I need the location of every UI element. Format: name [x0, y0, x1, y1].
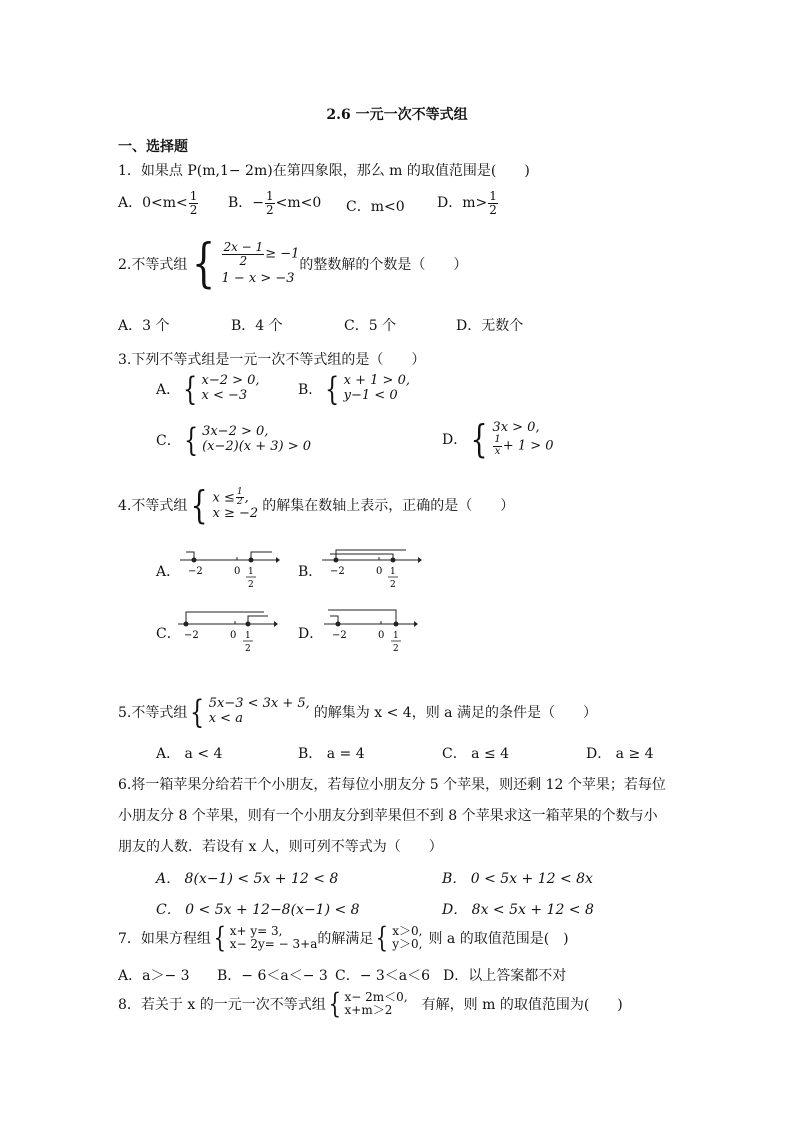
q1-stem: 1．如果点 P(m,1− 2m)在第四象限，那么 m 的取值范围是( )	[118, 163, 530, 179]
q2-option-b: B．4 个	[231, 318, 283, 334]
q2-post: 的整数解的个数是（ ）	[299, 257, 468, 273]
q5-stem	[118, 693, 597, 731]
q4-option-c-label: C．	[156, 626, 181, 642]
q4-system	[213, 488, 259, 523]
q2-option-c: C．5 个	[344, 318, 397, 334]
q4-stem	[118, 483, 515, 527]
q8-stem	[118, 987, 623, 1020]
q1-option-c: C．m<0	[346, 199, 405, 215]
q4-post: 的解集在数轴上表示，正确的是（ ）	[262, 498, 515, 514]
q4-option-b-label: B．	[298, 564, 323, 580]
q7-option-c: C．− 3＜a＜6	[335, 968, 431, 984]
q1-d-frac	[488, 190, 498, 216]
q7-stem	[118, 921, 569, 954]
q6-option-b: B． 0 < 5x + 12 < 8x	[442, 871, 593, 887]
brace-icon: {	[183, 421, 199, 459]
q3-a-system	[201, 374, 259, 404]
q7-mid: 的解满足	[317, 931, 374, 947]
q5-wrap	[118, 693, 597, 731]
brace-icon: {	[328, 987, 341, 1020]
sys-row	[213, 488, 259, 508]
frac-den: 2	[489, 202, 497, 217]
q3-c-label: C．	[156, 433, 181, 449]
q7-pre: 7．如果方程组	[118, 931, 211, 947]
q3-option-d	[442, 417, 554, 461]
q2-stem	[118, 234, 468, 294]
tick-half-num: 1	[390, 567, 396, 577]
tick-neg2: −2	[330, 566, 345, 577]
sys-row: x− 2m＜0,	[344, 990, 408, 1005]
q1-d-text: D．m>	[437, 195, 488, 212]
q5-option-c: C． a ≤ 4	[442, 746, 510, 762]
section-heading: 一、选择题	[118, 139, 188, 155]
q3-d-system	[492, 421, 553, 458]
q2-option-d: D．无数个	[456, 318, 524, 334]
q3-d-label: D．	[442, 432, 468, 448]
frac-den: 2	[266, 202, 274, 217]
q4-pre: 4.不等式组	[118, 498, 188, 514]
q5-post: 的解集为 x < 4，则 a 满足的条件是（ ）	[313, 705, 597, 721]
q4-wrap	[118, 483, 515, 527]
frac-num: 1	[266, 189, 274, 203]
tick-half-den: 2	[245, 644, 251, 654]
sys-row	[492, 435, 553, 457]
q1-b-frac	[265, 190, 275, 216]
q2-row1	[221, 241, 299, 267]
frac-den: x	[494, 445, 501, 457]
brace-icon: {	[190, 483, 208, 527]
q8-pre: 8．若关于 x 的一元一次不等式组	[118, 997, 326, 1013]
sys-row: x+m＞2	[344, 1003, 393, 1017]
q6-option-a: A． 8(x−1) < 5x + 12 < 8	[156, 871, 339, 887]
q1-option-d	[437, 190, 499, 216]
frac-den: 2	[239, 254, 248, 269]
tick-half-num: 1	[248, 567, 254, 577]
frac-den: 2	[189, 202, 198, 217]
sys-row: y＞0,	[392, 937, 423, 951]
q2-row1-post: ≥ −1	[265, 247, 300, 263]
q2-pre: 2.不等式组	[118, 257, 188, 273]
q7-option-a: A．a＞− 3	[118, 968, 190, 984]
q8-wrap	[118, 987, 623, 1020]
sys-row: (x−2)(x + 3) > 0	[202, 439, 312, 454]
tick-half-den: 2	[390, 580, 396, 590]
tick-neg2: −2	[184, 630, 199, 641]
q6-line-1: 6.将一箱苹果分给若干个小朋友，若每位小朋友分 5 个苹果，则还剩 12 个苹果；若每位	[118, 777, 666, 793]
q1-b-post: <m<0	[275, 195, 322, 212]
brace-icon: {	[192, 234, 216, 294]
sys-row: x + 1 > 0,	[343, 373, 410, 389]
q7-wrap	[118, 921, 569, 954]
frac-num: 1	[494, 434, 501, 446]
q5-option-a: A． a < 4	[156, 746, 223, 762]
q3-d-frac	[493, 435, 501, 457]
brace-icon: {	[183, 370, 198, 408]
q7-system-1	[230, 925, 318, 950]
q4-number-line-b	[322, 546, 422, 594]
q3-d-post: + 1 > 0	[502, 438, 554, 454]
q4-option-d-label: D．	[298, 626, 324, 642]
q1-option-b	[228, 190, 321, 216]
q6-option-d: D． 8x < 5x + 12 < 8	[442, 902, 594, 918]
tick-half-num: 1	[393, 631, 399, 641]
tick-neg2: −2	[188, 566, 203, 577]
sys-row: x+ y= 3,	[229, 924, 283, 939]
q6-option-c: C． 0 < 5x + 12−8(x−1) < 8	[156, 902, 360, 918]
q4-row1-post: ,	[244, 490, 249, 506]
q3-option-a	[156, 370, 260, 408]
tick-half-num: 1	[245, 631, 251, 641]
q3-c-system	[202, 425, 311, 455]
q8-system	[345, 991, 408, 1016]
q1-option-a	[118, 190, 199, 216]
tick-zero: 0	[376, 566, 383, 577]
tick-neg2: −2	[332, 630, 347, 641]
q3-b-system	[344, 374, 410, 404]
q3-d-wrap	[442, 417, 554, 461]
q4-number-line-d	[324, 606, 418, 658]
q7-option-d: D．以上答案都不对	[443, 968, 567, 984]
q2-option-a: A．3 个	[118, 318, 170, 334]
brace-icon: {	[470, 417, 488, 461]
brace-icon: {	[190, 693, 205, 731]
sys-row: x < −3	[201, 388, 248, 403]
tick-zero: 0	[230, 630, 237, 641]
q6-line-3: 朋友的人数．若设有 x 人，则可列不等式为（ ）	[118, 839, 443, 855]
frac-num: 1	[489, 189, 497, 203]
tick-half-den: 2	[393, 644, 399, 654]
q2-system	[221, 241, 299, 286]
brace-icon: {	[213, 921, 227, 954]
frac-num: 2x − 1	[223, 240, 264, 255]
sys-row: 5x−3 < 3x + 5,	[208, 696, 310, 712]
tick-half-den: 2	[248, 580, 254, 590]
q4-option-a-label: A．	[156, 564, 181, 580]
q4-number-line-c	[178, 606, 278, 658]
q6-line-2: 小朋友分 8 个苹果，则有一个小朋友分到苹果但不到 8 个苹果求这一箱苹果的个数与小	[118, 808, 658, 824]
q3-stem: 3.下列不等式组是一元一次不等式组的是（ ）	[118, 352, 426, 368]
brace-icon: {	[325, 370, 340, 408]
sys-row: x＞0,	[392, 924, 423, 939]
q3-b-label: B．	[298, 382, 323, 398]
q7-option-b: B．− 6＜a＜− 3	[217, 968, 328, 984]
sys-row: x < a	[208, 711, 243, 726]
q5-system	[209, 697, 310, 727]
sys-row: x− 2y= − 3+a	[229, 937, 318, 951]
q3-b-wrap	[298, 370, 410, 408]
sys-row: 3x−2 > 0,	[202, 424, 269, 440]
q2-frac	[222, 241, 264, 267]
q8-post: 有解，则 m 的取值范围为( )	[421, 997, 623, 1013]
tick-zero: 0	[378, 630, 385, 641]
page-title: 2.6 一元一次不等式组	[326, 107, 468, 123]
q3-a-label: A．	[156, 382, 181, 398]
q3-a-wrap	[156, 370, 260, 408]
frac-num: 1	[236, 486, 243, 497]
q3-option-b	[298, 370, 410, 408]
q3-c-wrap	[156, 421, 312, 459]
q4-number-line-a	[180, 546, 280, 594]
q4-frac	[236, 488, 244, 508]
q7-system-2	[392, 925, 422, 950]
q2-system-wrap	[118, 234, 468, 294]
frac-den: 2	[236, 497, 243, 508]
brace-icon: {	[376, 921, 389, 954]
q1-b-text: B．−	[228, 195, 265, 212]
sys-row: x−2 > 0,	[201, 373, 260, 389]
sys-row: y−1 < 0	[343, 388, 398, 403]
q5-pre: 5.不等式组	[118, 705, 188, 721]
q5-option-b: B． a = 4	[298, 746, 365, 762]
frac-num: 1	[189, 189, 198, 203]
q1-a-frac	[189, 190, 199, 216]
q1-a-text: A．0<m<	[118, 195, 188, 212]
q5-option-d: D． a ≥ 4	[586, 746, 654, 762]
q7-post: 则 a 的取值范围是( )	[428, 931, 569, 947]
sys-row: x ≥ −2	[212, 506, 259, 522]
tick-zero: 0	[234, 566, 241, 577]
q4-row1-pre: x ≤	[212, 490, 235, 506]
q2-row2: 1 − x > −3	[221, 270, 295, 286]
q3-option-c	[156, 421, 312, 459]
sys-row: 3x > 0,	[492, 419, 540, 435]
